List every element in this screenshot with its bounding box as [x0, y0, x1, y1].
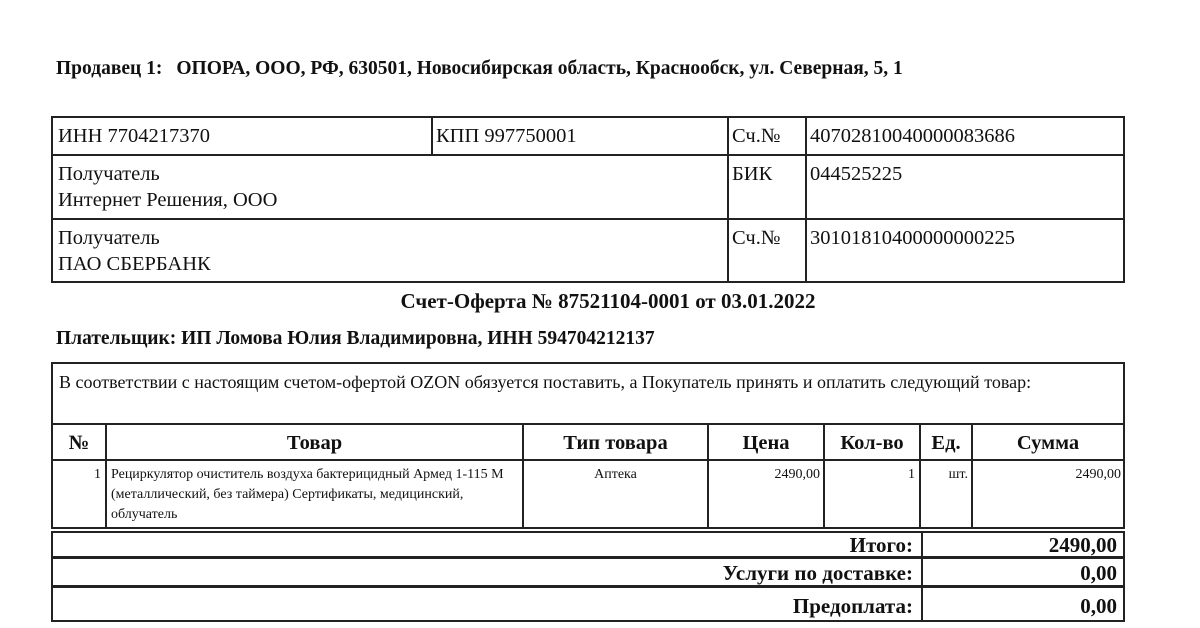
bank-details-table [51, 116, 1125, 283]
row-unit: шт. [948, 467, 968, 482]
recipient-name: Интернет Решения, ООО [58, 189, 278, 211]
account-label: Сч.№ [732, 125, 781, 147]
prepayment-row [51, 586, 1125, 622]
col-header-product: Товар [286, 432, 343, 454]
delivery-value: 0,00 [1080, 561, 1117, 585]
seller-label: Продавец 1: [56, 58, 163, 79]
invoice-title: Счет-Оферта № 87521104-0001 от 03.01.2022 [400, 289, 816, 313]
account-number: 40702810040000083686 [810, 125, 1015, 147]
row-type: Аптека [594, 467, 637, 482]
row-number: 1 [94, 467, 101, 482]
prepayment-label: Предоплата: [792, 594, 913, 618]
seller-details: ОПОРА, ООО, РФ, 630501, Новосибирская область, Краснообск, ул. Северная, 5, 1 [176, 58, 903, 79]
col-header-unit: Ед. [931, 432, 961, 454]
bank-recipient-label: Получатель [58, 227, 160, 249]
row-product: Рециркулятор очиститель воздуха бактерицидный Армед 1-115 М (металлический, без таймера) Сертификаты, медицинский, облучатель [111, 467, 504, 522]
recipient-label: Получатель [58, 163, 160, 185]
offer-text: В соответствии с настоящим счетом-офертой OZON обязуется поставить, а Покупатель принять и оплатить следующий товар: [59, 372, 1032, 392]
row-qty: 1 [908, 467, 915, 482]
kpp-cell: КПП 997750001 [436, 125, 577, 147]
corr-account-number: 30101810400000000225 [810, 227, 1015, 249]
corr-account-label: Сч.№ [732, 227, 781, 249]
total-label: Итого: [849, 533, 913, 557]
col-header-sum: Сумма [1016, 432, 1080, 454]
seller-line [56, 58, 903, 80]
payer-line: Плательщик: ИП Ломова Юлия Владимировна, ИНН 594704212137 [56, 328, 655, 349]
items-table [51, 423, 1125, 529]
bik-label: БИК [732, 163, 773, 185]
bik-value: 044525225 [810, 163, 903, 185]
row-sum: 2490,00 [1075, 467, 1121, 482]
total-value: 2490,00 [1048, 533, 1117, 557]
col-header-number: № [68, 432, 90, 454]
bank-name: ПАО СБЕРБАНК [58, 253, 211, 275]
prepayment-value: 0,00 [1080, 594, 1117, 618]
delivery-row [51, 557, 1125, 587]
row-price: 2490,00 [774, 467, 820, 482]
total-row [51, 531, 1125, 558]
inn-cell: ИНН 7704217370 [58, 125, 211, 147]
offer-box [51, 362, 1125, 430]
col-header-qty: Кол-во [840, 432, 904, 454]
col-header-price: Цена [742, 432, 790, 454]
delivery-label: Услуги по доставке: [722, 561, 913, 585]
col-header-type: Тип товара [563, 432, 668, 454]
